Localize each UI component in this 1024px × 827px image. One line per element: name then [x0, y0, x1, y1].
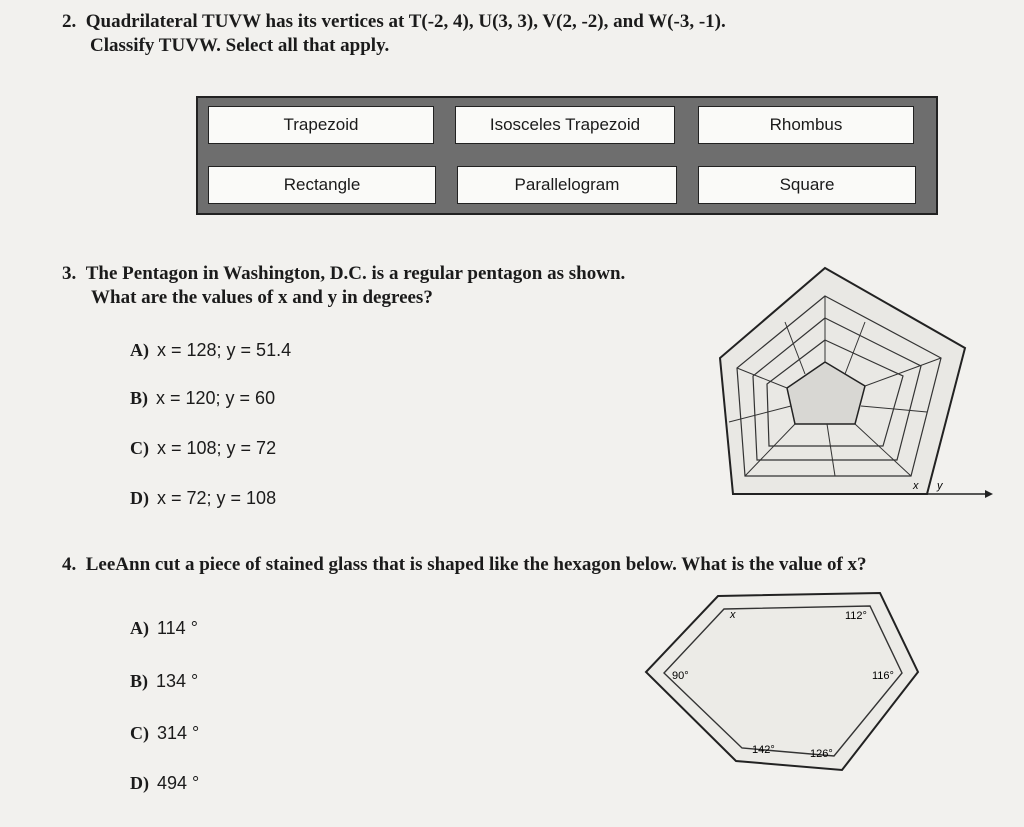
answer-letter: D) [130, 488, 149, 508]
answer-letter: A) [130, 618, 149, 638]
answer-text: x = 128; y = 51.4 [157, 340, 292, 360]
angle-x-label: x [730, 609, 736, 621]
question-3-number: 3. [62, 263, 77, 284]
option-rectangle[interactable]: Rectangle [208, 166, 436, 204]
question-3-line2: What are the values of x and y in degrees? [91, 287, 433, 308]
answer-letter: B) [130, 388, 148, 408]
answer-letter: B) [130, 671, 148, 691]
q3-answer-d[interactable] [130, 488, 276, 509]
question-3-text: The Pentagon in Washington, D.C. is a regular pentagon as shown. [85, 263, 626, 284]
question-4 [62, 553, 1012, 577]
q3-answer-a[interactable] [130, 340, 291, 361]
question-3-line1 [62, 262, 722, 286]
answer-letter: C) [130, 438, 149, 458]
q3-answer-c[interactable] [130, 438, 276, 459]
question-2-number: 2. [62, 11, 77, 32]
answer-text: 314 ° [157, 723, 200, 743]
question-4-number: 4. [62, 554, 77, 575]
arrow-head [985, 490, 993, 498]
answer-text: 494 ° [157, 773, 200, 793]
answer-letter: D) [130, 773, 149, 793]
answer-text: 114 ° [157, 618, 198, 638]
angle-116-label: 116° [872, 670, 894, 682]
angle-142-label: 142° [752, 744, 775, 756]
q4-answer-d[interactable] [130, 773, 199, 794]
question-3 [62, 262, 722, 310]
hexagon-figure [640, 590, 940, 785]
answer-text: x = 120; y = 60 [156, 388, 276, 408]
q4-answer-b[interactable] [130, 671, 198, 692]
angle-126-label: 126° [810, 748, 833, 760]
question-2-line2: Classify TUVW. Select all that apply. [90, 35, 390, 56]
label-y: y [937, 480, 943, 492]
angle-90-label: 90° [672, 670, 689, 682]
classification-options-box [196, 96, 938, 215]
question-2-line1 [62, 10, 842, 34]
option-square[interactable]: Square [698, 166, 916, 204]
q4-answer-c[interactable] [130, 723, 199, 744]
option-rhombus[interactable]: Rhombus [698, 106, 914, 144]
answer-letter: C) [130, 723, 149, 743]
answer-text: x = 72; y = 108 [157, 488, 277, 508]
question-2 [62, 10, 842, 58]
angle-112-label: 112° [845, 610, 867, 622]
question-2-text: Quadrilateral TUVW has its vertices at T(-2, 4), U(3, 3), V(2, -2), and W(-3, -1). [85, 11, 726, 32]
question-4-text: LeeAnn cut a piece of stained glass that is shaped like the hexagon below. What is the value of x? [85, 554, 867, 575]
q4-answer-a[interactable] [130, 618, 198, 639]
option-isosceles-trapezoid[interactable]: Isosceles Trapezoid [455, 106, 675, 144]
label-x: x [913, 480, 919, 492]
option-trapezoid[interactable]: Trapezoid [208, 106, 434, 144]
option-parallelogram[interactable]: Parallelogram [457, 166, 677, 204]
answer-text: x = 108; y = 72 [157, 438, 277, 458]
q3-answer-b[interactable] [130, 388, 275, 409]
pentagon-figure [715, 262, 1000, 507]
answer-letter: A) [130, 340, 149, 360]
answer-text: 134 ° [156, 671, 199, 691]
